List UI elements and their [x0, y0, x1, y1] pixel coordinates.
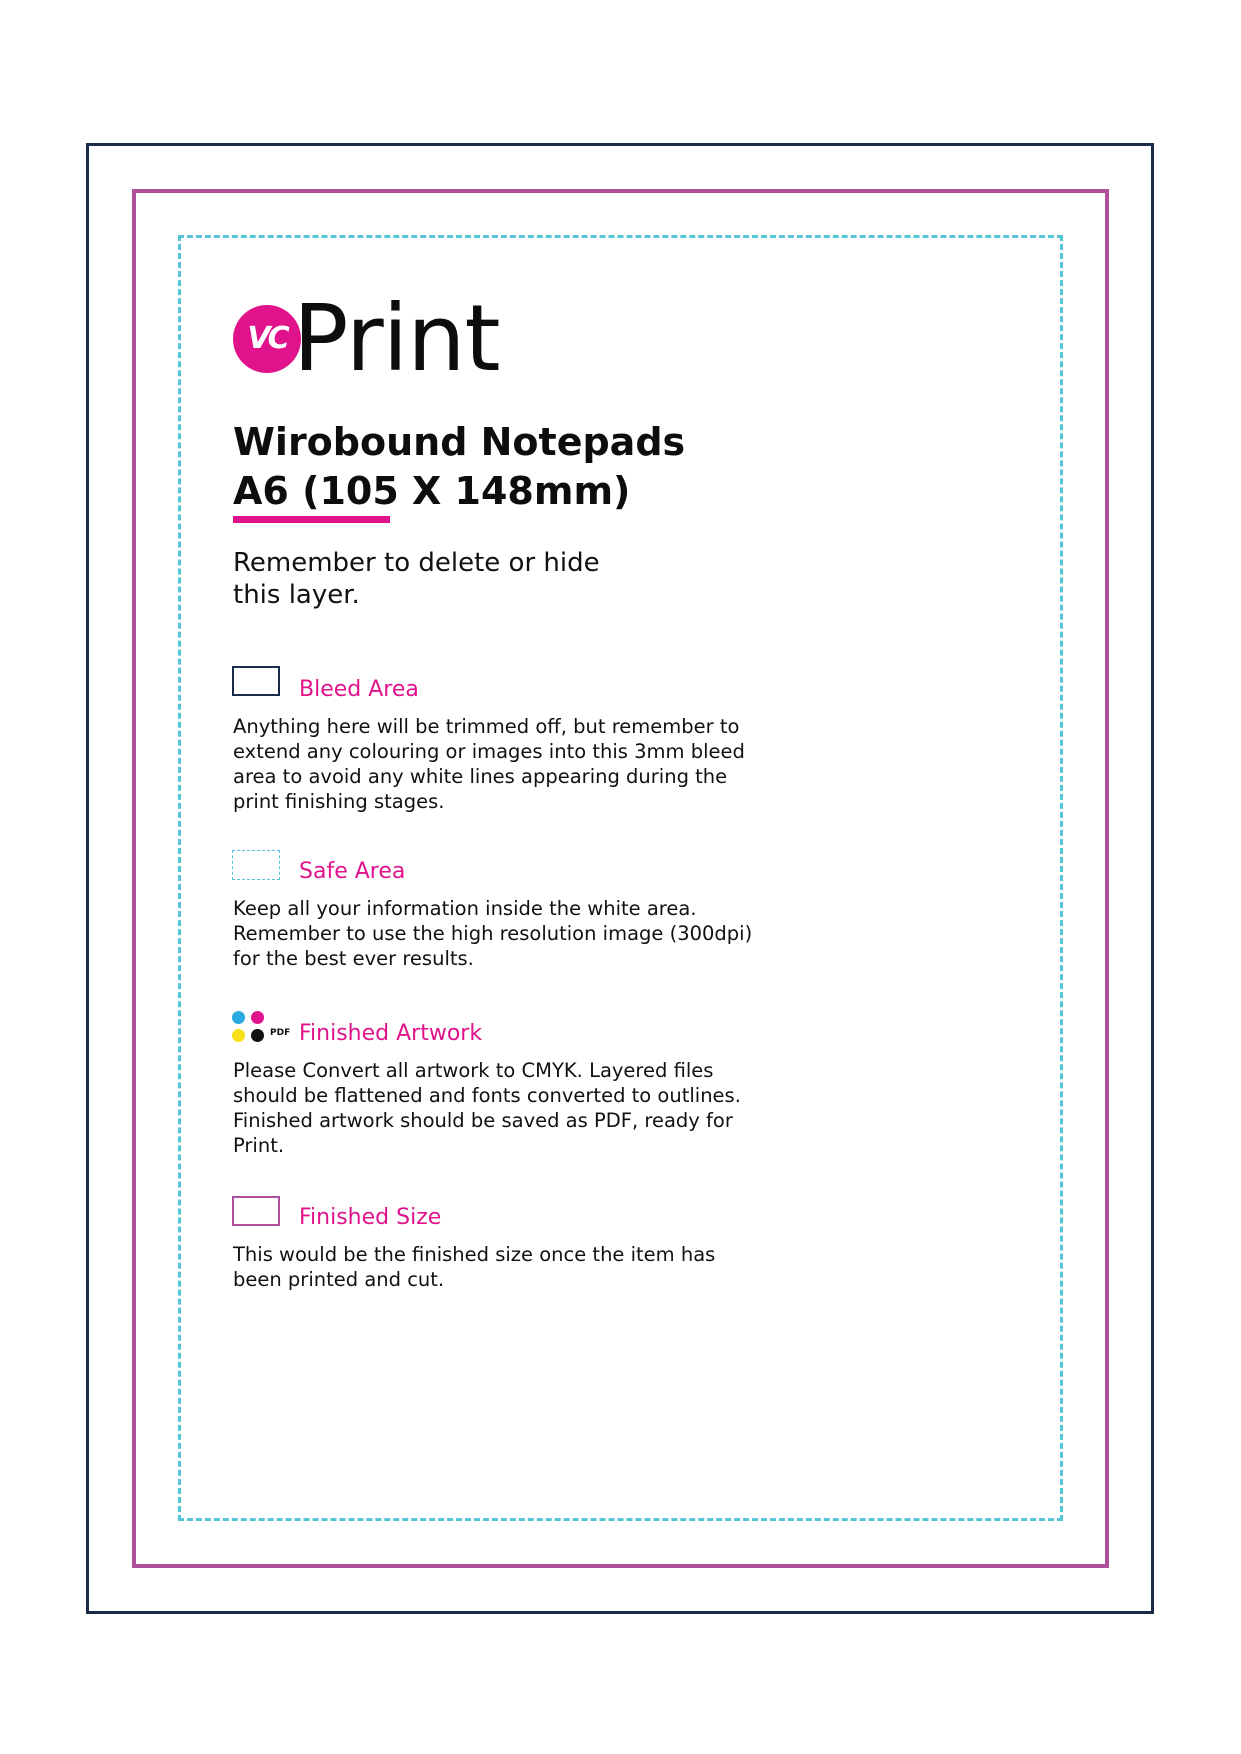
vc-badge-icon: VC: [233, 305, 301, 373]
cmyk-pdf-icon: [232, 1008, 292, 1040]
page-title: [233, 418, 685, 516]
safe-swatch-icon: [232, 850, 280, 880]
title-underline: [233, 516, 390, 523]
bleed-area-heading: Bleed Area: [299, 677, 419, 702]
bleed-swatch-icon: [232, 666, 280, 696]
magenta-dot-icon: [251, 1011, 264, 1024]
finished-size-text: This would be the finished size once the item has been printed and cut.: [233, 1243, 716, 1291]
logo-wordmark: Print: [293, 284, 500, 392]
finished-size-heading: Finished Size: [299, 1205, 442, 1230]
title-line-2: A6 (105 X 148mm): [233, 469, 631, 513]
cyan-dot-icon: [232, 1011, 245, 1024]
reminder-text: Remember to delete or hide this layer.: [233, 548, 600, 610]
finished-artwork-text: Please Convert all artwork to CMYK. Layered files should be flattened and fonts converted to outlines. Finished artwork should be saved as PDF, ready for Print.: [233, 1059, 741, 1157]
pdf-label: PDF: [270, 1028, 291, 1038]
yellow-dot-icon: [232, 1029, 245, 1042]
vcprint-logo: [233, 284, 500, 392]
black-dot-icon: [251, 1029, 264, 1042]
title-line-1: Wirobound Notepads: [233, 420, 686, 464]
finished-size-swatch-icon: [232, 1196, 280, 1226]
bleed-area-text: Anything here will be trimmed off, but remember to extend any colouring or images into this 3mm bleed area to avoid any white lines appearing during the print finishing stages.: [233, 715, 745, 813]
finished-artwork-heading: Finished Artwork: [299, 1021, 483, 1046]
safe-area-heading: Safe Area: [299, 859, 406, 884]
safe-area-text: Keep all your information inside the white area. Remember to use the high resolution image (300dpi) for the best ever results.: [233, 897, 753, 970]
